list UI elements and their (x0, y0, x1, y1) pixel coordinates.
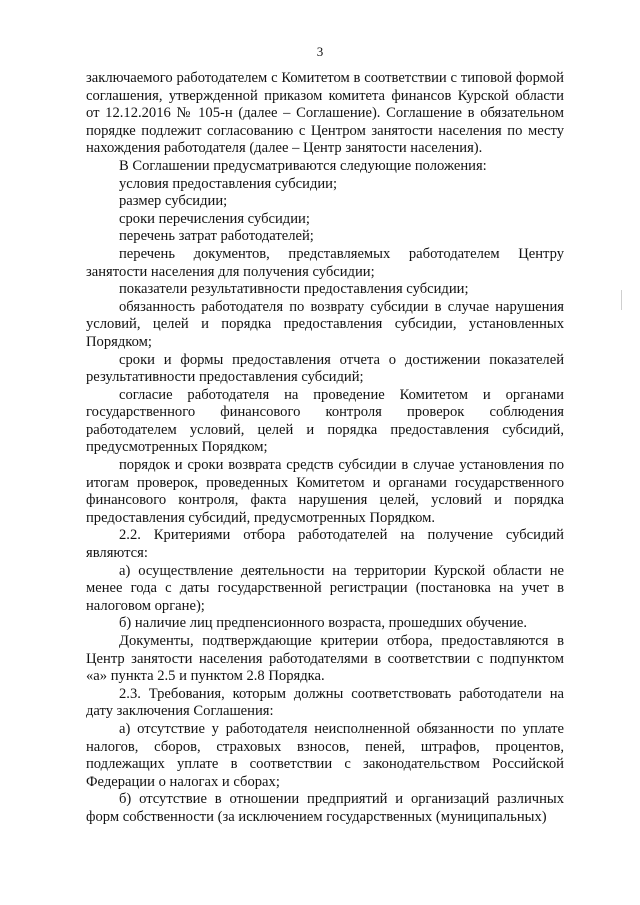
paragraph: а) отсутствие у работодателя неисполненной обязанности по уплате налогов, сборов, страховых взносов, пеней, штрафов, процентов, подлежащих уплате в соответствии с законодательством Российской Федерации о налогах и сборах; (86, 720, 564, 790)
paragraph: 2.3. Требования, которым должны соответствовать работодатели на дату заключения Соглашения: (86, 685, 564, 720)
paragraph: условия предоставления субсидии; (119, 175, 338, 192)
page-number: 3 (316, 44, 324, 59)
paragraph: перечень затрат работодателей; (119, 228, 314, 245)
paragraph: сроки перечисления субсидии; (119, 210, 310, 227)
paragraph: показатели результативности предоставления субсидии; (119, 281, 469, 298)
paragraph: заключаемого работодателем с Комитетом в соответствии с типовой формой соглашения, утвержденной приказом комитета финансов Курской области от 12.12.2016 № 105-н (далее – Соглашение). Соглашение в обязательном порядке подлежит согласованию с Центром занятости населения по месту нахождения работодателя (далее – Центр занятости населения). (86, 70, 564, 157)
paragraph: а) осуществление деятельности на территории Курской области не менее года с даты государственной регистрации (постановка на учет в налоговом органе); (86, 562, 564, 614)
paragraph: перечень документов, представляемых работодателем Центру занятости населения для получения субсидии; (86, 245, 564, 280)
paragraph: 2.2. Критериями отбора работодателей на получение субсидий являются: (86, 527, 564, 562)
paragraph: Документы, подтверждающие критерии отбора, предоставляются в Центр занятости населения работодателями в соответствии с подпунктом «а» пункта 2.5 и пунктом 2.8 Порядка. (86, 633, 564, 685)
paragraph: б) наличие лиц предпенсионного возраста, прошедших обучение. (119, 615, 528, 632)
scan-mark (621, 290, 622, 310)
paragraph: б) отсутствие в отношении предприятий и организаций различных форм собственности (за исключением государственных (муниципальных) (86, 791, 564, 825)
paragraph: порядок и сроки возврата средств субсидии в случае установления по итогам проверок, проведенных Комитетом и органами государственного финансового контроля, факта нарушения целей, условий и порядка предоставления субсидий, предусмотренных Порядком. (86, 457, 564, 526)
document-body (86, 70, 564, 827)
paragraph: сроки и формы предоставления отчета о достижении показателей результативности предоставления субсидий; (86, 351, 564, 386)
paragraph: согласие работодателя на проведение Комитетом и органами государственного финансового контроля проверок соблюдения работодателем условий, целей и порядка предоставления субсидий, предусмотренных Порядком; (86, 386, 564, 456)
paragraph: В Соглашении предусматриваются следующие положения: (119, 157, 487, 174)
paragraph: обязанность работодателя по возврату субсидии в случае нарушения условий, целей и порядка предоставления субсидии, установленных Порядком; (86, 298, 564, 350)
paragraph: размер субсидии; (119, 193, 228, 210)
